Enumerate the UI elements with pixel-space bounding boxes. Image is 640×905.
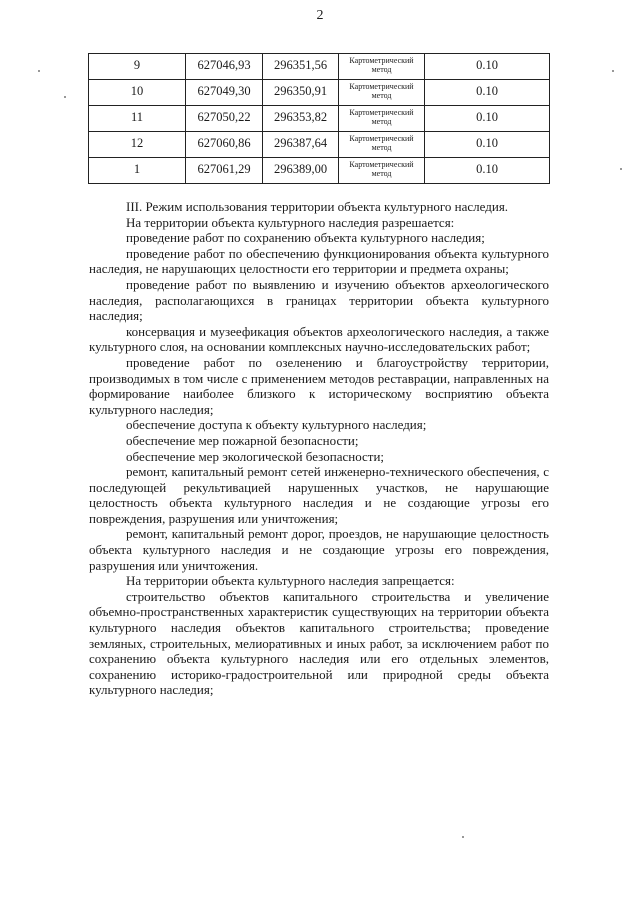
paragraph: обеспечение мер пожарной безопасности; bbox=[126, 432, 359, 448]
accuracy: 0.10 bbox=[425, 158, 550, 184]
paragraph: проведение работ по сохранению объекта культурного наследия; bbox=[126, 230, 485, 246]
coord-x: 627050,22 bbox=[186, 106, 263, 132]
paragraph: консервация и музеефикация объектов археологического наследия, а также культурного слоя, на основании комплексных научно-исследовательских работ; bbox=[89, 323, 549, 355]
paragraph: проведение работ по выявлению и изучению объектов археологического наследия, располагающихся в границах территории объекта культурного наследия; bbox=[89, 276, 549, 324]
scan-speck bbox=[38, 70, 40, 72]
method: Картометрический метод bbox=[339, 158, 425, 184]
method: Картометрический метод bbox=[339, 132, 425, 158]
method: Картометрический метод bbox=[339, 80, 425, 106]
scan-speck bbox=[64, 96, 66, 98]
paragraph: проведение работ по озеленению и благоустройству территории, производимых в том числе с применением методов реставрации, направленных на формирование наиболее близкого к историческому восприятию объекта культурного наследия; bbox=[89, 354, 549, 417]
point-number: 10 bbox=[89, 80, 186, 106]
accuracy: 0.10 bbox=[425, 80, 550, 106]
paragraph: обеспечение мер экологической безопасности; bbox=[126, 448, 385, 464]
accuracy: 0.10 bbox=[425, 106, 550, 132]
table-row bbox=[89, 132, 550, 158]
scan-speck bbox=[620, 168, 622, 170]
document-body bbox=[89, 199, 549, 698]
coord-y: 296351,56 bbox=[263, 54, 339, 80]
paragraph: На территории объекта культурного наследия разрешается: bbox=[126, 214, 455, 230]
page-number: 2 bbox=[316, 8, 324, 23]
paragraph: ремонт, капитальный ремонт дорог, проездов, не нарушающие целостность объекта культурного наследия и не создающие угрозы его повреждения, разрушения или уничтожения. bbox=[89, 526, 549, 573]
paragraph: проведение работ по обеспечению функционирования объекта культурного наследия, не нарушающих целостности его территории и предмета охраны; bbox=[89, 245, 549, 277]
point-number: 11 bbox=[89, 106, 186, 132]
coord-x: 627046,93 bbox=[186, 54, 263, 80]
scan-speck bbox=[462, 836, 464, 838]
section-heading: III. Режим использования территории объекта культурного наследия. bbox=[126, 199, 509, 214]
coord-x: 627049,30 bbox=[186, 80, 263, 106]
coord-y: 296389,00 bbox=[263, 158, 339, 184]
table-row bbox=[89, 80, 550, 106]
coord-y: 296387,64 bbox=[263, 132, 339, 158]
coord-y: 296350,91 bbox=[263, 80, 339, 106]
coord-x: 627060,86 bbox=[186, 132, 263, 158]
paragraph: На территории объекта культурного наследия запрещается: bbox=[126, 573, 455, 589]
point-number: 1 bbox=[89, 158, 186, 184]
scan-speck bbox=[612, 70, 614, 72]
table-row bbox=[89, 158, 550, 184]
method: Картометрический метод bbox=[339, 54, 425, 80]
method: Картометрический метод bbox=[339, 106, 425, 132]
accuracy: 0.10 bbox=[425, 54, 550, 80]
paragraph: строительство объектов капитального строительства и увеличение объемно-пространственных характеристик существующих на территории объекта культурного наследия объектов капитального строительства; проведение земляных, строительных, мелиоративных и иных работ, за исключением работ по сохранению объекта культурного наследия или его отдельных элементов, сохранению историко-градостроительной или природной среды объекта культурного наследия; bbox=[89, 588, 549, 698]
accuracy: 0.10 bbox=[425, 132, 550, 158]
point-number: 12 bbox=[89, 132, 186, 158]
coord-y: 296353,82 bbox=[263, 106, 339, 132]
table-row bbox=[89, 106, 550, 132]
paragraph: ремонт, капитальный ремонт сетей инженерно-технического обеспечения, с последующей рекультивацией нарушенных участков, не нарушающие целостность объекта культурного наследия и не создающие угрозы его повреждения, разрушения или уничтожения; bbox=[89, 464, 549, 526]
paragraph: обеспечение доступа к объекту культурного наследия; bbox=[126, 417, 427, 433]
table-row bbox=[89, 54, 550, 80]
coord-x: 627061,29 bbox=[186, 158, 263, 184]
coordinates-table bbox=[88, 53, 550, 184]
point-number: 9 bbox=[89, 54, 186, 80]
